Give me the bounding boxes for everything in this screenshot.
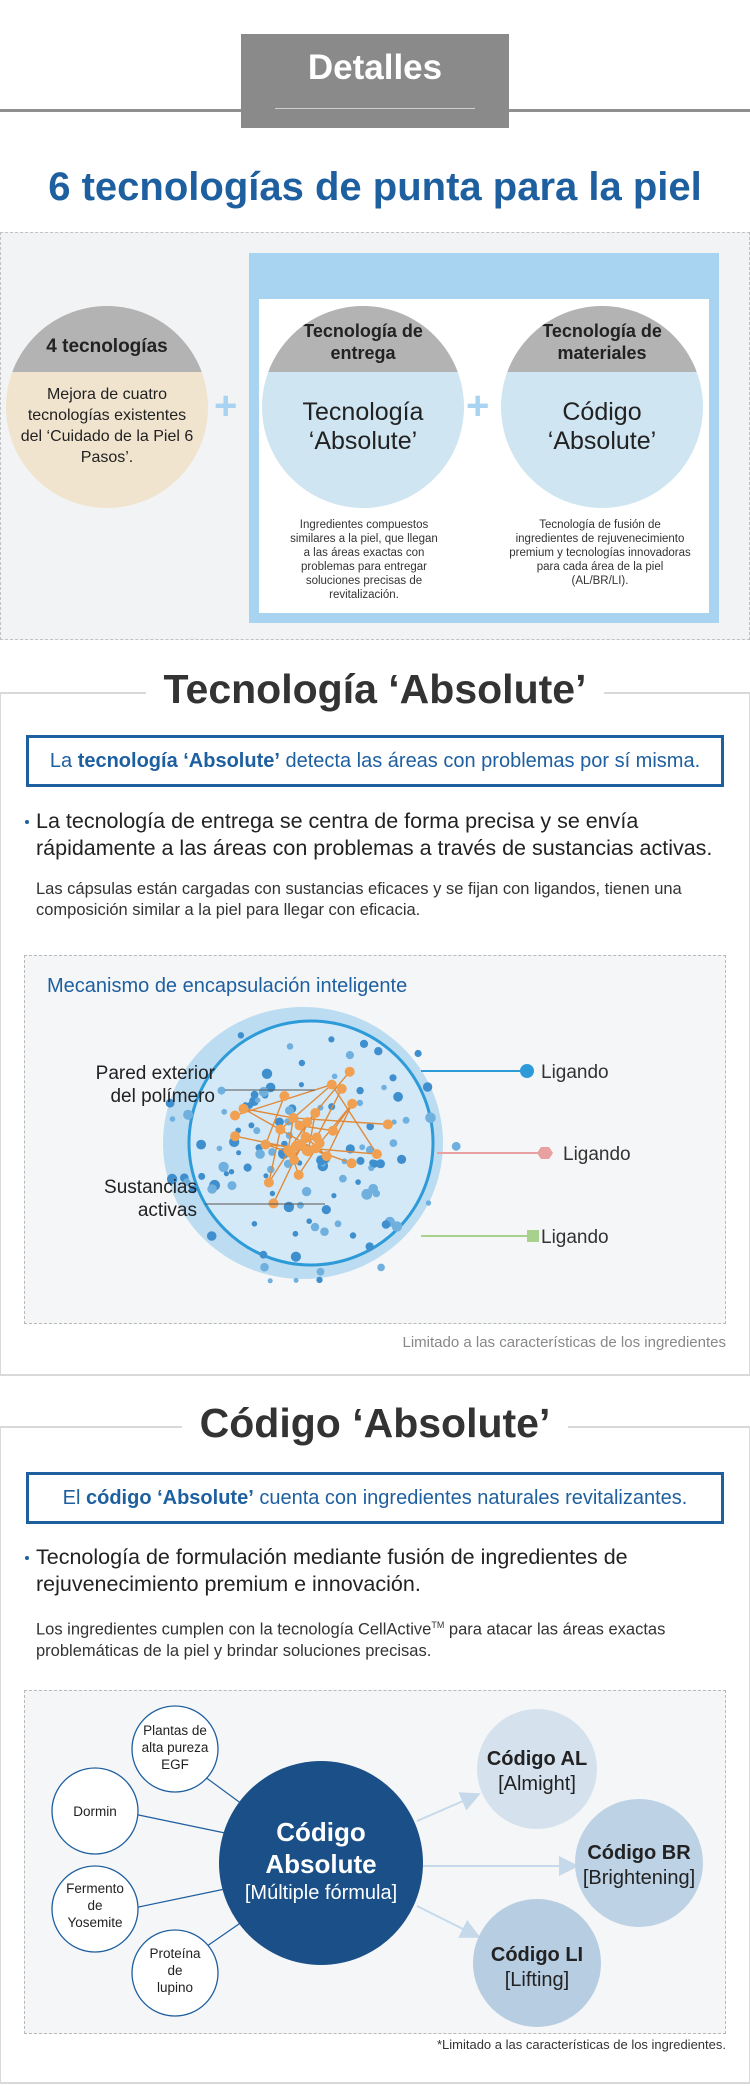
ligand-dot [317, 1268, 325, 1276]
footnote: *Limitado a las características de los ingredientes. [436, 2037, 726, 2052]
highlight-bold-text: código ‘Absolute’ [85, 1487, 254, 1509]
ligand-dot [328, 1036, 334, 1042]
ligand-dot [346, 1051, 354, 1059]
active-substance-dot [230, 1131, 240, 1141]
wall-label-1: Pared exterior [95, 1063, 215, 1084]
section-title [0, 666, 750, 713]
ligand-dot [221, 1109, 227, 1115]
active-substance-dot [337, 1084, 347, 1094]
ligand-label: Ligando [541, 1227, 609, 1248]
ingredient-label: Yosemite [67, 1915, 123, 1930]
paragraph-text: para atacar las áreas exactas problemáticas de la piel y brindar soluciones precisas. [36, 1620, 666, 1660]
highlight-box [26, 1472, 724, 1524]
ligand-dot [217, 1146, 223, 1152]
code-br-title: Código BR [587, 1842, 691, 1864]
active-substance-dot [296, 1140, 306, 1150]
ligand-dot [244, 1164, 252, 1172]
ligand-dot [297, 1202, 304, 1209]
ligand-dot [357, 1100, 363, 1106]
circle-body: Mejora de cuatro tecnologías existentes del ‘Cuidado de la Piel 6 Pasos’. [20, 386, 194, 466]
ligand-dot [259, 1087, 269, 1097]
ingredient-label: lupino [156, 1980, 194, 1995]
ligand-dot [291, 1252, 301, 1262]
ligand-dot [229, 1169, 234, 1174]
ligand-square-icon [527, 1230, 539, 1242]
center-label: Absolute [265, 1849, 377, 1879]
ligand-dot [415, 1050, 422, 1057]
ligand-dot [198, 1173, 205, 1180]
ligand-dot [374, 1047, 382, 1055]
bullet-point [28, 1544, 728, 1598]
active-substance-dot [264, 1178, 274, 1188]
active-substance-dot [322, 1151, 332, 1161]
arrow-icon [417, 1906, 477, 1936]
section-title-text: Código ‘Absolute’ [182, 1400, 569, 1446]
diagram-title: Mecanismo de encapsulación inteligente [47, 975, 408, 997]
bullet-point [28, 808, 728, 862]
ligand-dot [335, 1220, 342, 1227]
ligand-dot [355, 1179, 361, 1185]
ligand-dot [360, 1040, 368, 1048]
ligand-dot [356, 1087, 363, 1094]
ligand-dot [218, 1087, 226, 1095]
active-label-1: Sustancias [104, 1177, 197, 1198]
bullet-text: La tecnología de entrega se centra de forma precisa y se envía rápidamente a las áreas con problemas a través de sustancias activas. [36, 809, 713, 860]
ligand-dot [339, 1175, 347, 1183]
plus-icon: + [214, 384, 238, 428]
circle-title: Tecnología de entrega [262, 306, 464, 372]
ligand-dot [299, 1082, 304, 1087]
active-substance-dot [230, 1111, 240, 1121]
page-title: 6 tecnologías de punta para la piel [48, 165, 702, 209]
ligand-dot [228, 1181, 237, 1190]
code-al-subtitle: [Almight] [498, 1773, 576, 1795]
ligand-dot [255, 1149, 265, 1159]
active-substance-dot [347, 1099, 357, 1109]
ligand-dot [306, 1218, 312, 1224]
ligand-circle-icon [520, 1064, 534, 1078]
ligand-dot [316, 1277, 322, 1283]
ligand-dot [294, 1278, 299, 1283]
arrow-icon [417, 1795, 477, 1821]
materials-tech-caption: Tecnología de fusión de ingredientes de rejuvenecimiento premium y tecnologías innovadoras para cada área de la piel (AL/BR/LI). [509, 519, 691, 587]
connector-line [129, 1813, 225, 1833]
code-br-subtitle: [Brightening] [582, 1867, 696, 1889]
section-title-text: Tecnología ‘Absolute’ [146, 666, 605, 712]
ligand-dot [368, 1184, 378, 1194]
active-substance-dot [327, 1080, 337, 1090]
ligand-dot [403, 1117, 410, 1124]
active-substance-dot [295, 1121, 305, 1131]
ligand-dot [287, 1043, 294, 1050]
ligand-dot [284, 1202, 294, 1212]
ligand-dot [426, 1200, 431, 1205]
ligand-dot [183, 1110, 193, 1120]
delivery-tech-circle [262, 306, 464, 508]
ligand-dot [331, 1193, 336, 1198]
ingredient-label: de [167, 1963, 183, 1978]
four-technologies-circle [6, 306, 208, 508]
code-li-subtitle: [Lifting] [504, 1969, 570, 1991]
active-substance-dot [261, 1140, 271, 1150]
ligand-dot [260, 1251, 268, 1259]
active-substance-dot [286, 1148, 296, 1158]
ligand-dot [322, 1205, 331, 1214]
code-al-title: Código AL [486, 1748, 588, 1770]
ligand-dot [425, 1113, 436, 1124]
materials-tech-circle [501, 306, 703, 508]
ligand-dot [389, 1074, 396, 1081]
ligand-dot [263, 1173, 268, 1178]
plus-icon: + [466, 384, 490, 428]
ligand-dot [207, 1184, 217, 1194]
ligand-label: Ligando [563, 1144, 631, 1165]
highlight-text: detecta las áreas con problemas por sí misma. [279, 750, 701, 772]
active-substance-dot [315, 1138, 325, 1148]
ligand-dot [302, 1187, 311, 1196]
connector-line [129, 1889, 225, 1909]
encapsulation-svg [25, 956, 727, 1325]
ingredient-label: Proteína [149, 1946, 201, 1961]
header-badge [241, 34, 509, 128]
ligand-dot [357, 1157, 365, 1165]
ligand-dot [381, 1085, 387, 1091]
ligand-dot [293, 1231, 299, 1237]
ligand-dot [377, 1264, 385, 1272]
ligand-hexagon-icon [537, 1147, 553, 1159]
trademark-mark: TM [431, 1620, 445, 1630]
center-sublabel: [Múltiple fórmula] [244, 1882, 398, 1904]
ingredient-label: EGF [161, 1757, 189, 1772]
active-substance-dot [269, 1198, 279, 1208]
code-li-title: Código LI [490, 1944, 584, 1966]
ligand-dot [268, 1278, 273, 1283]
paragraph-text: Los ingredientes cumplen con la tecnología CellActive [36, 1620, 432, 1639]
circle-title: 4 tecnologías [6, 306, 208, 372]
bullet-icon [25, 820, 29, 824]
ingredient-label: Dormin [73, 1804, 117, 1819]
ingredient-label: alta pureza [141, 1740, 209, 1755]
ligand-dot [393, 1092, 403, 1102]
header-title: Detalles [307, 48, 443, 87]
ingredient-label: de [87, 1898, 103, 1913]
highlight-text: cuenta con ingredientes naturales revitalizantes. [253, 1487, 688, 1509]
highlight-box [26, 735, 724, 787]
ingredient-label: Plantas de [143, 1723, 207, 1738]
ligand-dot [238, 1032, 244, 1038]
highlight-bold-text: tecnología ‘Absolute’ [77, 750, 280, 772]
ligand-dot [369, 1159, 376, 1166]
wall-label-2: del polímero [110, 1086, 215, 1107]
description-paragraph [36, 1615, 726, 1662]
active-substance-dot [345, 1067, 355, 1077]
ligand-dot [452, 1142, 461, 1151]
header-underline [275, 108, 475, 109]
footnote: Limitado a las características de los ingredientes [402, 1334, 726, 1351]
ligand-dot [366, 1242, 374, 1250]
ligand-dot [253, 1127, 260, 1134]
ligand-dot [332, 1074, 338, 1080]
circle-title: Tecnología de materiales [501, 306, 703, 372]
ligand-dot [207, 1231, 217, 1241]
ligand-dot [359, 1144, 365, 1150]
highlight-text: El [62, 1487, 86, 1509]
ligand-dot [320, 1227, 329, 1236]
ligand-dot [260, 1263, 269, 1272]
absolute-code-diagram [24, 1690, 726, 2034]
active-substance-dot [347, 1158, 357, 1168]
ligand-dot [262, 1069, 272, 1079]
highlight-text: La [49, 750, 78, 772]
ligand-dot [382, 1220, 391, 1229]
active-substance-dot [275, 1125, 285, 1135]
center-label: Código [276, 1817, 366, 1847]
active-substance-dot [372, 1149, 382, 1159]
active-substance-dot [310, 1108, 320, 1118]
active-substance-dot [328, 1126, 338, 1136]
absolute-code-svg [25, 1691, 727, 2035]
ligand-dot [423, 1082, 432, 1091]
ligand-dot [311, 1223, 319, 1231]
active-substance-dot [294, 1170, 304, 1180]
ligand-dot [350, 1232, 356, 1238]
delivery-tech-caption: Ingredientes compuestos similares a la piel, que llegan a las áreas exactas con problemas para entregar soluciones precisas de revitalización. [290, 519, 438, 601]
circle-body: Tecnología ‘Absolute’ [302, 398, 424, 455]
ligand-dot [196, 1140, 206, 1150]
section-title [0, 1400, 750, 1447]
ligand-dot [170, 1116, 176, 1122]
description-paragraph: Las cápsulas están cargadas con sustancias eficaces y se fijan con ligandos, tienen una composición similar a la piel para llegar con eficacia. [36, 880, 682, 919]
bullet-icon [25, 1556, 29, 1560]
ligand-dot [224, 1171, 229, 1176]
active-label-2: activas [137, 1200, 197, 1221]
ligand-dot [252, 1221, 258, 1227]
ligand-dot [248, 1122, 254, 1128]
encapsulation-diagram [24, 955, 726, 1324]
active-substance-dot [239, 1104, 249, 1114]
active-substance-dot [279, 1091, 289, 1101]
ligand-dot [397, 1155, 406, 1164]
ligand-dot [236, 1150, 241, 1155]
ingredient-label: Fermento [66, 1881, 124, 1896]
ligand-dot [270, 1191, 275, 1196]
circle-body: Código ‘Absolute’ [547, 398, 657, 455]
bullet-text: Tecnología de formulación mediante fusión de ingredientes de rejuvenecimiento premium e innovación. [36, 1545, 628, 1596]
ligand-label: Ligando [541, 1062, 609, 1083]
ligand-dot [218, 1162, 228, 1172]
ligand-dot [299, 1060, 305, 1066]
ligand-dot [390, 1139, 398, 1147]
active-substance-dot [383, 1119, 393, 1129]
ligand-dot [251, 1091, 259, 1099]
